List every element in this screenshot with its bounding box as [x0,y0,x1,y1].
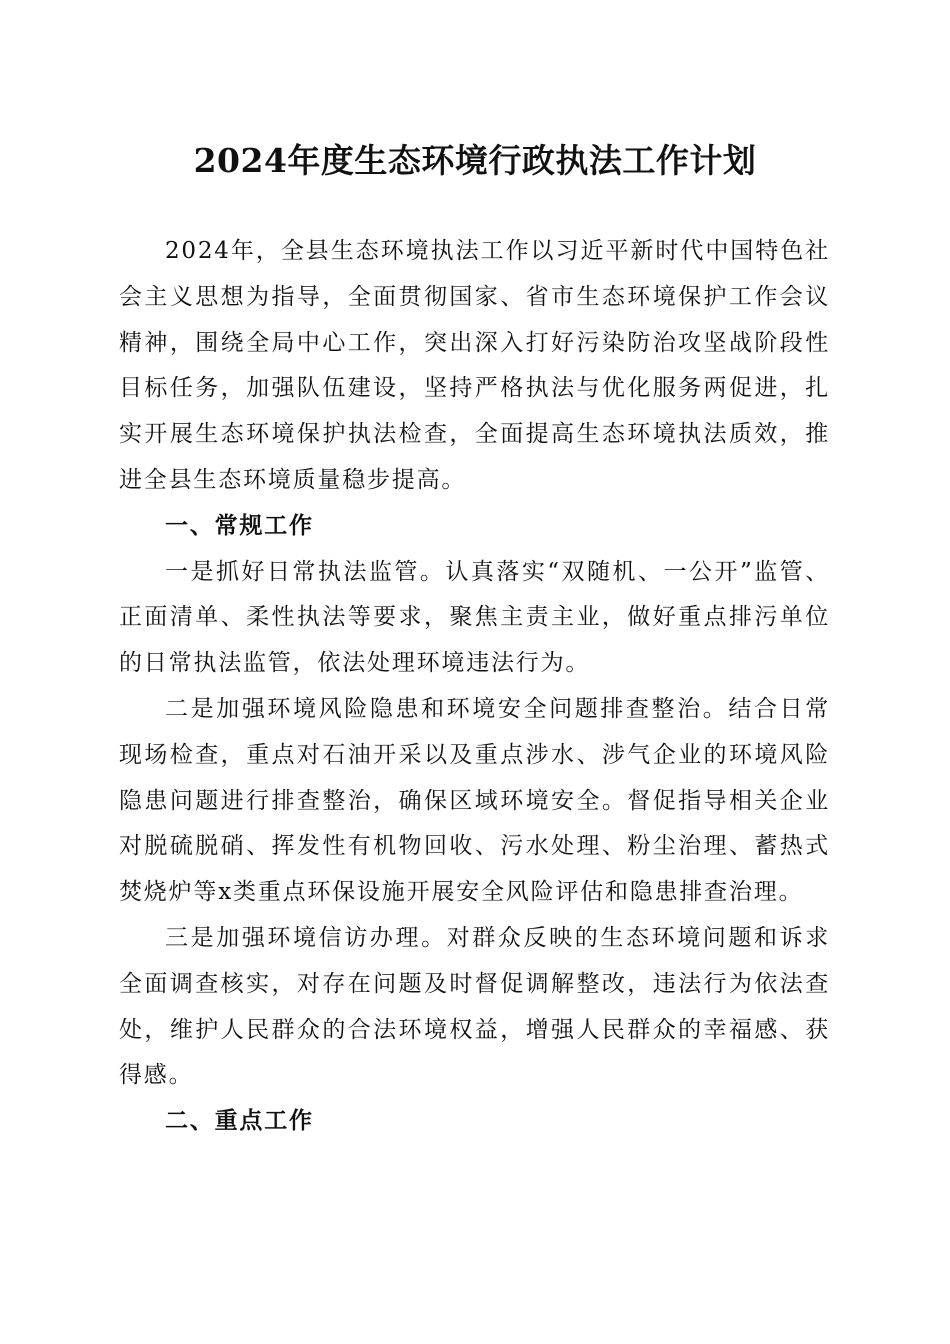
section-heading-routine: 一、常规工作 [165,512,314,539]
item-text: 认真落实“双随机、一公开”监管、正面清单、柔性执法等要求，聚焦主责主业，做好重点排污单位的日常执法监管，依法处理环境违法行为。 [119,558,830,677]
routine-item-3 [119,916,830,1099]
item-text: 对群众反映的生态环境问题和诉求全面调查核实，对存在问题及时督促调解整改，违法行为依法查处，维护人民群众的合法环境权益，增强人民群众的幸福感、获得感。 [119,924,830,1089]
item-lead: 三是加强环境信访办理。 [165,924,447,951]
document-title: 2024年度生态环境行政执法工作计划 [193,141,757,180]
item-lead: 二是加强环境风险隐患和环境安全问题排查整治。 [165,695,729,722]
routine-item-2 [119,687,830,916]
item-lead: 一是抓好日常执法监管。 [165,558,446,585]
item-text: 结合日常现场检查，重点对石油开采以及重点涉水、涉气企业的环境风险隐患问题进行排查整治，确保区域环境安全。督促指导相关企业对脱硫脱硝、挥发性有机物回收、污水处理、粉尘治理、蓄热式焚烧炉等x类重点环保设施开展安全风险评估和隐患排查治理。 [119,695,830,906]
intro-paragraph: 2024年，全县生态环境执法工作以习近平新时代中国特色社会主义思想为指导，全面贯彻国家、省市生态环境保护工作会议精神，围绕全局中心工作，突出深入打好污染防治攻坚战阶段性目标任务，加强队伍建设，坚持严格执法与优化服务两促进，扎实开展生态环境保护执法检查，全面提高生态环境执法质效，推进全县生态环境质量稳步提高。 [119,238,830,493]
section-heading-key: 二、重点工作 [165,1108,314,1135]
document-body [119,229,830,1145]
routine-item-1 [119,550,830,687]
